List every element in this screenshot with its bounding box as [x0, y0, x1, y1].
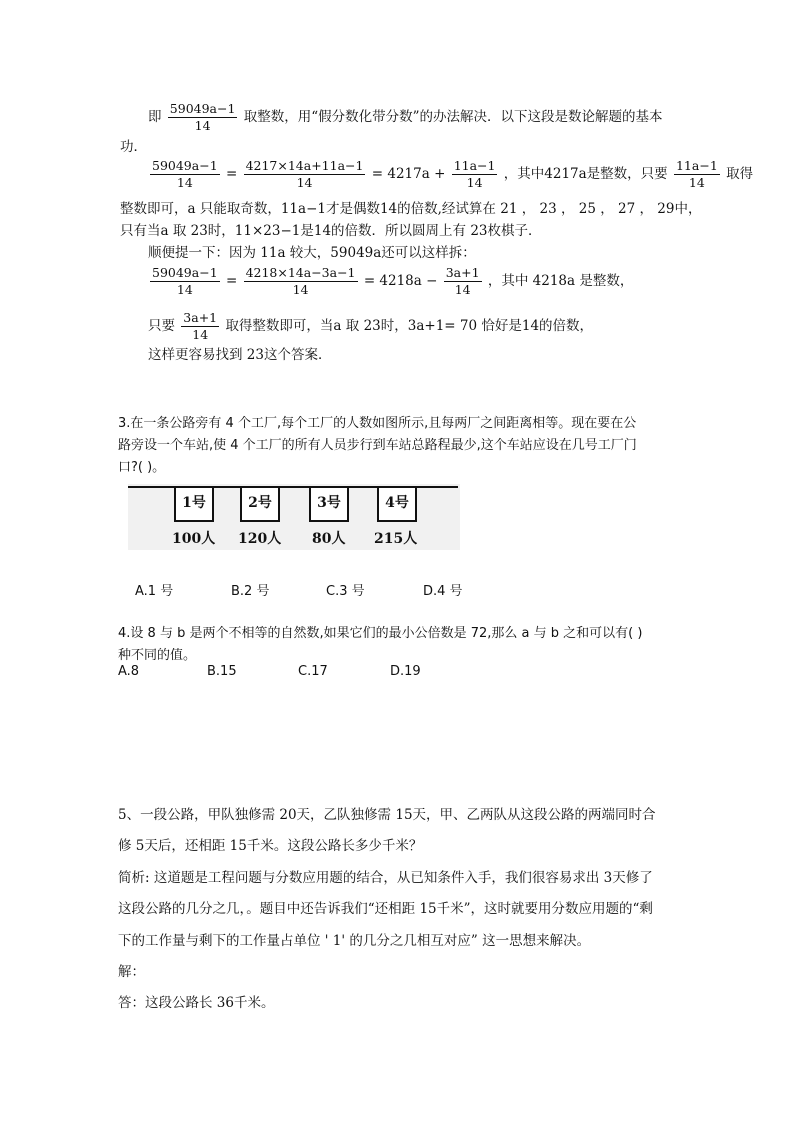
factory-road-figure: [128, 484, 460, 550]
q3-option-b: B.2 号: [231, 584, 270, 599]
l8-pre: 只要: [148, 318, 175, 334]
q4-line-1: 4.设 8 与 b 是两个不相等的自然数,如果它们的最小公倍数是 72,那么 a 与 b 之和可以有( ): [118, 626, 643, 641]
q4-line-2: 种不同的值。: [118, 648, 197, 663]
eq1-fraction-4: $\frac{11a-1}{14}$: [675, 158, 718, 190]
q5-line-6: 解：: [118, 964, 145, 980]
factory-4-count: 215人: [374, 531, 418, 547]
q5-line-3: 简析: 这道题是工程问题与分数应用题的结合，从已知条件入手，我们很容易求出 3天修了: [118, 870, 653, 886]
fraction-main: $\frac{59049a-1}{14}$: [169, 101, 236, 133]
q4-option-a: A.8: [118, 664, 140, 679]
q4-option-d: D.19: [390, 664, 421, 679]
eq1-fraction-1: $\frac{59049a-1}{14}$: [152, 158, 218, 190]
q3-line-2: 路旁设一个车站,使 4 个工厂的所有人员步行到车站总路程最少,这个车站应设在几号工厂门: [118, 438, 637, 453]
eq1-end: 取得: [726, 166, 754, 182]
eq1-fraction-2: $\frac{4217\times 14a+11a-1}{14}$: [245, 158, 364, 190]
factory-2-box: 2号: [240, 488, 280, 522]
q2-equation-2: [148, 265, 633, 298]
q2-line-1: [148, 101, 663, 134]
q5-answer: 答：这段公路长 36千米。: [118, 995, 275, 1011]
q2-line-8: [148, 310, 593, 343]
q2-line-9: 这样更容易找到 23这个答案．: [148, 347, 332, 363]
eq2-after: ，其中 4218a 是整数，: [487, 273, 634, 289]
eq1-fraction-3: $\frac{11a-1}{14}$: [453, 158, 496, 190]
q2-line-2: 功．: [120, 139, 147, 155]
factory-1-box: 1号: [174, 488, 214, 522]
factory-3-count: 80人: [312, 531, 346, 547]
q3-option-c: C.3 号: [326, 584, 365, 599]
factory-4-box: 4号: [377, 488, 417, 522]
eq1-equals: =: [225, 166, 238, 182]
q2-line-6: 顺便提一下：因为 11a 较大，59049a还可以这样拆：: [148, 245, 476, 261]
factory-1-count: 100人: [172, 531, 216, 547]
eq1-after: ，其中4217a是整数，只要: [503, 166, 668, 182]
q3-line-3: 口?( )。: [118, 460, 166, 475]
eq2-fraction-1: $\frac{59049a-1}{14}$: [152, 265, 218, 297]
l8-fraction: $\frac{3a+1}{14}$: [183, 310, 218, 342]
eq2-mid: = 4218a −: [363, 273, 438, 289]
q5-line-4: 这段公路的几分之几，。题目中还告诉我们“还相距 15千米”，这时就要用分数应用题的“剩: [118, 901, 653, 917]
eq2-equals: =: [225, 273, 238, 289]
eq1-mid: = 4217a +: [371, 166, 446, 182]
q4-option-b: B.15: [207, 664, 237, 679]
factory-2-count: 120人: [238, 531, 282, 547]
q3-option-d: D.4 号: [423, 584, 463, 599]
q5-line-5: 下的工作量与剩下的工作量占单位 ' 1' 的几分之几相互对应” 这一思想来解决。: [118, 933, 591, 949]
eq2-fraction-3: $\frac{3a+1}{14}$: [445, 265, 480, 297]
q5-line-2: 修 5天后，还相距 15千米。这段公路长多少千米？: [118, 838, 423, 854]
q2-l1-pre: 即: [148, 109, 162, 125]
eq2-fraction-2: $\frac{4218\times 14a-3a-1}{14}$: [245, 265, 356, 297]
l8-post: 取得整数即可，当a 取 23时，3a+1= 70 恰好是14的倍数，: [225, 318, 594, 334]
q2-l1-post: 取整数，用“假分数化带分数”的办法解决．以下这段是数论解题的基本: [243, 109, 663, 125]
factory-3-box: 3号: [309, 488, 349, 522]
q3-line-1: 3.在一条公路旁有 4 个工厂,每个工厂的人数如图所示,且每两厂之间距离相等。现在要在公: [118, 416, 637, 431]
q2-line-4: 整数即可，a 只能取奇数，11a−1才是偶数14的倍数,经试算在 21 ， 23 ， 25 ， 27 ， 29中，: [120, 201, 702, 217]
q2-line-5: 只有当a 取 23时，11×23−1是14的倍数．所以圆周上有 23枚棋子．: [120, 223, 542, 239]
q4-option-c: C.17: [298, 664, 328, 679]
q5-line-1: 5、一段公路，甲队独修需 20天，乙队独修需 15天，甲、乙两队从这段公路的两端同时合: [118, 807, 656, 823]
q3-option-a: A.1 号: [135, 584, 174, 599]
q2-equation-1: [148, 158, 753, 191]
